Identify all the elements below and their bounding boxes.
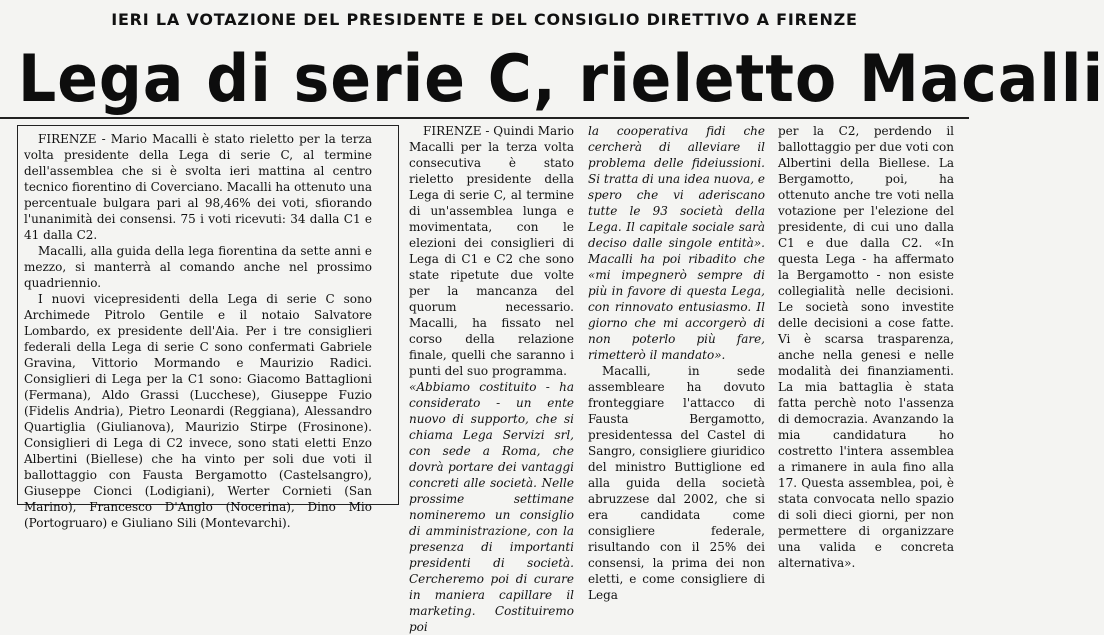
col2-paragraph-1: FIRENZE - Quindi Mario Macalli per la terza volta consecutiva è stato rieletto presidente della Lega di serie C, al termine di un'assemblea lunga e movimentata, con le elezioni dei consiglieri di Lega di C1 e C2 che sono state ripetute due volte per la mancanza del quorum necessario. Macalli, ha fissato nel corso della relazione finale, quelli che saranno i punti del suo programma.	[409, 124, 574, 378]
column-3	[588, 123, 765, 603]
kicker: IERI LA VOTAZIONE DEL PRESIDENTE E DEL CONSIGLIO DIRETTIVO A FIRENZE	[111, 10, 858, 29]
col3-paragraph-1: la cooperativa fidi che cercherà di alleviare il problema delle fideiussioni. Si tratta di una idea nuova, e spero che vi aderiscano tutte le 93 società della Lega. Il capitale sociale sarà deciso dalle singole entità». Macalli ha poi ribadito che «mi impegnerò sempre di più in favore di questa Lega, con rinnovato entusiasmo. Il giorno che mi accorgerò di non poterlo più fare, rimetterò il mandato».	[588, 124, 765, 362]
col1-paragraph-1: FIRENZE - Mario Macalli è stato rieletto per la terza volta presidente della Lega di serie C, al termine dell'assemblea che si è svolta ieri mattina al centro tecnico fiorentino di Coverciano. Macalli ha ottenuto una percentuale bulgara pari al 98,46% dei voti, sfiorando l'unanimità dei consensi. 75 i voti ricevuti: 34 dalla C1 e 41 dalla C2.	[24, 132, 372, 242]
headline-rule	[0, 117, 969, 119]
column-1	[24, 131, 372, 531]
column-2	[409, 123, 574, 635]
col3-paragraph-2: Macalli, in sede assembleare ha dovuto fronteggiare l'attacco di Fausta Bergamotto, presidentessa del Castel di Sangro, consigliere giuridico del ministro Buttiglione ed alla guida della società abruzzese dal 2002, che si era candidata come consigliere federale, risultando con il 25% dei consensi, la prima dei non eletti, e come consigliere di Lega	[588, 364, 765, 602]
column-4	[778, 123, 954, 571]
col1-paragraph-3: I nuovi vicepresidenti della Lega di serie C sono Archimede Pitrolo Gentile e il notaio Salvatore Lombardo, ex presidente dell'Aia. Per i tre consiglieri federali della Lega di serie C sono confermati Gabriele Gravina, Vittorio Mormando e Maurizio Radici. Consiglieri di Lega per la C1 sono: Giacomo Battaglioni (Fermana), Aldo Grassi (Lucchese), Giuseppe Fuzio (Fidelis Andria), Pietro Leonardi (Reggiana), Alessandro Quartiglia (Giulianova), Maurizio Stirpe (Frosinone). Consiglieri di Lega di C2 invece, sono stati eletti Enzo Albertini (Biellese) che ha vinto per soli due voti il ballottaggio con Fausta Bergamotto (Castelsangro), Giuseppe Cionci (Lodigiani), Werter Cornieti (San Marino), Francesco D'Anglo (Nocerina), Dino Mio (Portogruaro) e Giuliano Sili (Montevarchi).	[24, 292, 372, 530]
col2-paragraph-2: «Abbiamo costituito - ha considerato - un ente nuovo di supporto, che si chiama Lega Servizi srl, con sede a Roma, che dovrà portare dei vantaggi concreti alle società. Nelle prossime settimane nomineremo un consiglio di amministrazione, con la presenza di importanti presidenti di società. Cercheremo poi di curare in maniera capillare il marketing. Costituiremo poi	[409, 380, 574, 634]
headline: Lega di serie C, rieletto Macalli	[18, 41, 1104, 117]
col1-paragraph-2: Macalli, alla guida della lega fiorentina da sette anni e mezzo, si manterrà al comando anche nel prossimo quadriennio.	[24, 244, 372, 290]
col4-paragraph-1: per la C2, perdendo il ballottaggio per due voti con Albertini della Biellese. La Bergamotto, poi, ha ottenuto anche tre voti nella votazione per l'elezione del presidente, di cui uno dalla C1 e due dalla C2. «In questa Lega - ha affermato la Bergamotto - non esiste collegialità nelle decisioni. Le società sono investite delle decisioni a cose fatte. Vi è scarsa trasparenza, anche nella genesi e nelle modalità dei finanziamenti. La mia battaglia è stata fatta perchè noto l'assenza di democrazia. Avanzando la mia candidatura ho costretto l'intera assemblea a rimanere in aula fino alla 17. Questa assemblea, poi, è stata convocata nello spazio di soli dieci giorni, per non permettere di organizzare una valida e concreta alternativa».	[778, 124, 954, 570]
